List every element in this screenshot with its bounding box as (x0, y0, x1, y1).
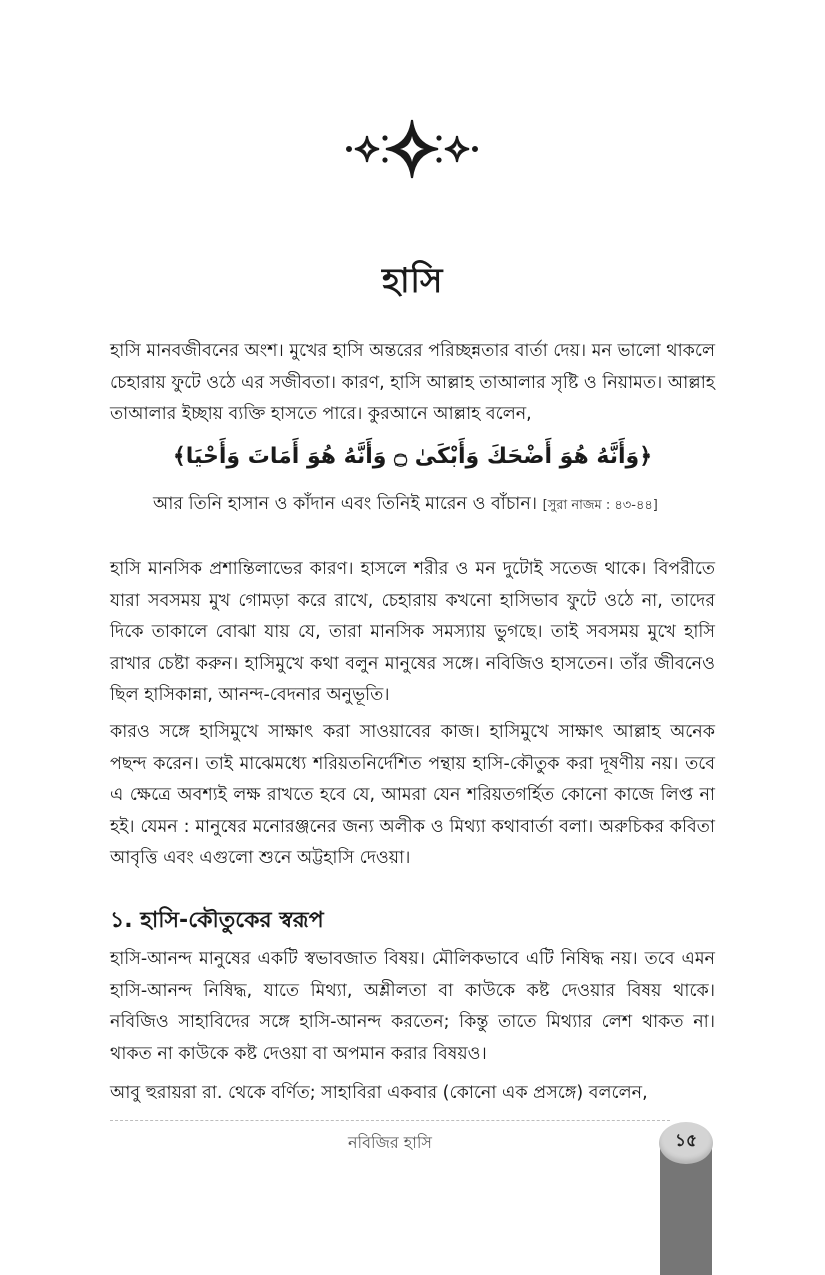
paragraph-3: কারও সঙ্গে হাসিমুখে সাক্ষাৎ করা সাওয়াবের কাজ। হাসিমুখে সাক্ষাৎ আল্লাহ অনেক পছন্দ করেন। তাই মাঝেমধ্যে শরিয়তনির্দেশিত পন্থায় হাসি-কৌতুক করা দূষণীয় নয়। তবে এ ক্ষেত্রে অবশ্যই লক্ষ রাখতে হবে যে, আমরা যেন শরিয়তগর্হিত কোনো কাজে লিপ্ত না হই। যেমন : মানুষের মনোরঞ্জনের জন্য অলীক ও মিথ্যা কথাবার্তা বলা। অরুচিকর কবিতা আবৃত্তি এবং এগুলো শুনে অট্টহাসি দেওয়া। (110, 722, 715, 868)
quran-translation (153, 489, 693, 521)
paragraph-2: হাসি মানসিক প্রশান্তিলাভের কারণ। হাসলে শরীর ও মন দুটোই সতেজ থাকে। বিপরীতে যারা সবসময় মুখ গোমড়া করে রাখে, চেহারায় কখনো হাসিভাব ফুটে ওঠে না, তাদের দিকে তাকালে বোঝা যায় যে, তারা মানসিক সমস্যায় ভুগছে। তাই সবসময় মুখে হাসি রাখার চেষ্টা করুন। হাসিমুখে কথা বলুন মানুষের সঙ্গে। নবিজিও হাসতেন। তাঁর জীবনেও ছিল হাসিকান্না, আনন্দ-বেদনার অনুভূতি। (110, 559, 715, 705)
paragraph-4: হাসি-আনন্দ মানুষের একটি স্বভাবজাত বিষয়। মৌলিকভাবে এটি নিষিদ্ধ নয়। তবে এমন হাসি-আনন্দ নিষিদ্ধ, যাতে মিথ্যা, অশ্লীলতা বা কাউকে কষ্ট দেওয়ার বিষয় থাকে। নবিজিও সাহাবিদের সঙ্গে হাসি-আনন্দ করতেন; কিন্তু তাতে মিথ্যার লেশ থাকত না। থাকত না কাউকে কষ্ট দেওয়া বা অপমান করার বিষয়ও। (110, 949, 715, 1064)
paragraph-5: আবু হুরায়রা রা. থেকে বর্ণিত; সাহাবিরা একবার (কোনো এক প্রসঙ্গে) বললেন, (110, 1083, 648, 1103)
section-heading: ১. হাসি-কৌতুকের স্বরূপ (110, 908, 324, 933)
quran-citation: [সুরা নাজম : ৪৩-৪৪] (542, 498, 658, 513)
footer-divider (110, 1120, 670, 1121)
four-point-star-ornament-icon (345, 118, 479, 180)
paragraph-1: হাসি মানবজীবনের অংশ। মুখের হাসি অন্তরের পরিচ্ছন্নতার বার্তা দেয়। মন ভালো থাকলে চেহারায় ফুটে ওঠে এর সজীবতা। কারণ, হাসি আল্লাহ তাআলার সৃষ্টি ও নিয়ামত। আল্লাহ তাআলার ইচ্ছায় ব্যক্তি হাসতে পারে। কুরআনে আল্লাহ বলেন, (110, 341, 715, 424)
footer-book-title: নবিজির হাসি (347, 1133, 432, 1152)
quran-verse-arabic: ﴿وَأَنَّهُ هُوَ أَضْحَكَ وَأَبْكَىٰ ۝ وَأَنَّهُ هُوَ أَمَاتَ وَأَحْيَا﴾ (172, 444, 653, 469)
chapter-title: হাসি (382, 261, 443, 301)
page-number: ১৫ (674, 1131, 698, 1151)
translation-text: আর তিনি হাসান ও কাঁদান এবং তিনিই মারেন ও বাঁচান। (153, 494, 538, 514)
